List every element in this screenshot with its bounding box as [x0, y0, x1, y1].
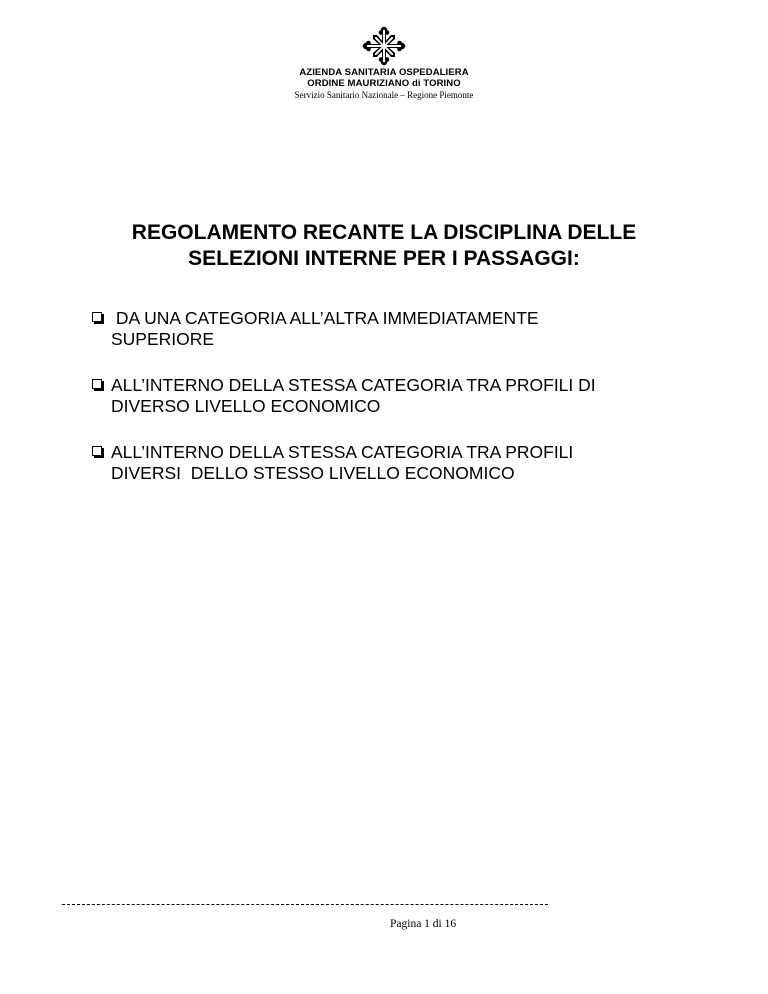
title-line-2: SELEZIONI INTERNE PER I PASSAGGI:	[188, 247, 580, 270]
page-number: Pagina 1 di 16	[390, 918, 457, 930]
checkbox-icon	[92, 312, 102, 322]
title-line-1: REGOLAMENTO RECANTE LA DISCIPLINA DELLE	[131, 221, 637, 244]
passage-list	[92, 308, 712, 509]
checkbox-icon	[92, 379, 102, 389]
list-item-line-2: SUPERIORE	[111, 329, 215, 349]
list-item	[92, 442, 712, 484]
letterhead	[0, 26, 768, 101]
org-name-line-2: ORDINE MAURIZIANO di TORINO	[307, 78, 461, 89]
list-item-line-2: DIVERSO LIVELLO ECONOMICO	[111, 396, 381, 416]
list-item	[92, 308, 712, 350]
list-item-line-1: ALL’INTERNO DELLA STESSA CATEGORIA TRA PROFILI DI	[111, 375, 596, 395]
service-line: Servizio Sanitario Nazionale – Regione Piemonte	[294, 90, 474, 100]
footer-divider	[62, 904, 548, 905]
list-item-line-1: ALL’INTERNO DELLA STESSA CATEGORIA TRA PROFILI	[111, 442, 574, 462]
list-item	[92, 375, 712, 417]
mauritian-cross-logo-icon	[361, 26, 407, 66]
checkbox-icon	[92, 446, 102, 456]
list-item-line-2: DIVERSI DELLO STESSO LIVELLO ECONOMICO	[111, 463, 515, 483]
list-item-line-1: DA UNA CATEGORIA ALL’ALTRA IMMEDIATAMENTE	[111, 308, 539, 328]
document-title	[0, 220, 768, 272]
org-name-line-1: AZIENDA SANITARIA OSPEDALIERA	[299, 67, 469, 78]
